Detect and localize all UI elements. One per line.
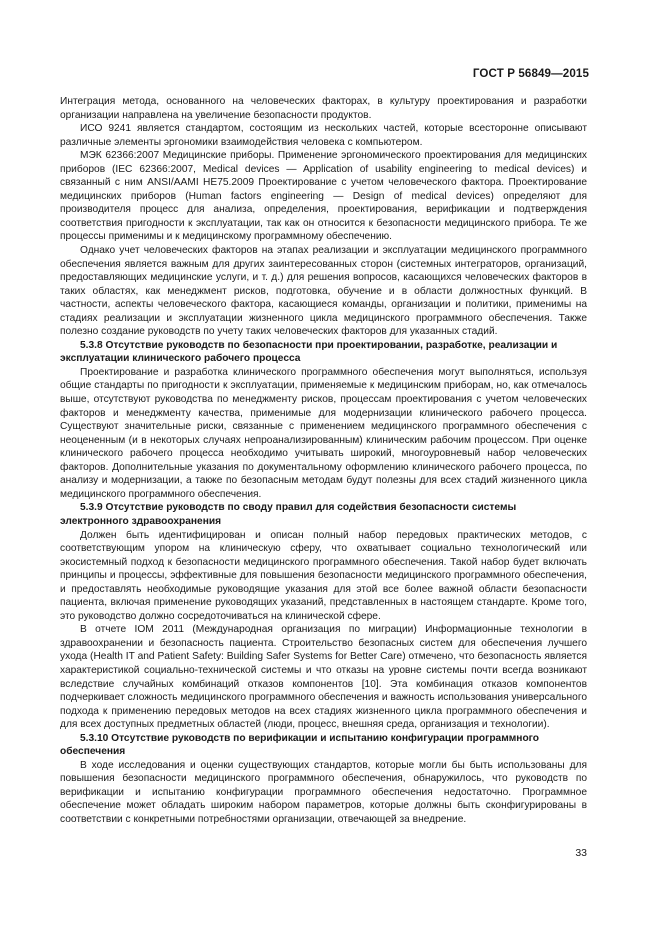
document-header: ГОСТ Р 56849—2015 bbox=[472, 67, 589, 80]
paragraph: Интеграция метода, основанного на человеческих факторах, в культуру проектирования и разработки организации направлена на увеличение безопасности продуктов. bbox=[60, 96, 587, 121]
section-heading: 5.3.8 Отсутствие руководств по безопасности при проектировании, разработке, реализации и эксплуатации клинического рабочего процесса bbox=[60, 339, 558, 365]
page-number: 33 bbox=[575, 847, 587, 859]
page-content bbox=[60, 95, 587, 827]
paragraph: МЭК 62366:2007 Медицинские приборы. Применение эргономического проектирования для медицинских приборов (IEC 62366:2007, Medical devices — Application of usability engineering to medical devices) и связанный с ним ANSI/AAMI HE75.2009 Проектирование с учетом человеческого фактора. Проектирование медицинских приборов (Human factors engineering — Design of medical devices) определяют для производителя процесс для анализа, определения, проектирования, верификации и подтверждения соответствия пригодности к эксплуатации, так как он относится к безопасности медицинского прибора. Те же процессы применимы и к медицинскому программному обеспечению. bbox=[60, 150, 587, 243]
paragraph: Должен быть идентифицирован и описан полный набор передовых практических методов, с соответствующим упором на клиническую сферу, что охватывает социально технологический или экосистемный подход к безопасности медицинского программного обеспечения. Такой набор будет включать принципы и процессы, эффективные для повышения безопасности медицинского программного обеспечения, и предоставлять необходимые руководящие указания для этой все более важной области безопасности пациента, включая применение руководящих указаний, представленных в настоящем стандарте. Кроме того, это руководство должно сосредоточиваться на клинической сфере. bbox=[60, 529, 587, 622]
section-heading: 5.3.10 Отсутствие руководств по верификации и испытанию конфигурации программного обеспечения bbox=[60, 732, 539, 758]
paragraph: Однако учет человеческих факторов на этапах реализации и эксплуатации медицинского программного обеспечения является важным для других заинтересованных сторон (системных интеграторов, организаций, предоставляющих медицинские услуги, и т. д.) для решения вопросов, касающихся человеческих факторов в таких областях, как менеджмент рисков, подготовка, обучение и в области должностных функций. В частности, аспекты человеческого фактора, касающиеся команды, организации и политики, применимы на стадиях реализации и эксплуатации жизненного цикла медицинского программного обеспечения. Также полезно создание руководств по учету таких человеческих факторов для указанных стадий. bbox=[60, 245, 587, 338]
paragraph: В ходе исследования и оценки существующих стандартов, которые могли бы быть использованы для повышения безопасности медицинского программного обеспечения, обнаружилось, что руководств по верификации и испытанию конфигурации программного обеспечения недостаточно. Программное обеспечение может обладать широким набором параметров, которые должны быть сконфигурированы в соответствии с конкретными потребностями организации, отвечающей за внедрение. bbox=[60, 759, 587, 825]
paragraph: В отчете IOM 2011 (Международная организация по миграции) Информационные технологии в здравоохранении и безопасность пациента. Строительство безопасных систем для обеспечения лучшего ухода (Health IT and Patient Safety: Building Safer Systems for Better Care) отмечено, что безопасность является характеристикой социально-технической системы и что отказы на уровне системы почти всегда возникают вследствие случайных комбинаций отказов компонентов [10]. Эта комбинация отказов компонентов подчеркивает сложность медицинского программного обеспечения и важность использования универсального подхода к применению передовых методов на всех стадиях жизненного цикла программного обеспечения и для всех доступных предметных областей (люди, процесс, внешняя среда, организация и технологии). bbox=[60, 624, 587, 731]
section-heading: 5.3.9 Отсутствие руководств по своду правил для содействия безопасности системы электронного здравоохранения bbox=[60, 502, 517, 527]
paragraph: Проектирование и разработка клинического программного обеспечения могут выполняться, используя общие стандарты по пригодности к эксплуатации, применяемые к медицинским приборам, но, как отмечалось выше, отсутствуют руководства по менеджменту рисков, процессам проектирования с учетом человеческих факторов и менеджменту качества, применимые для модернизации клинического рабочего процесса. Существуют значительные риски, связанные с применением медицинского программного обеспечения с неоцененным (и в некоторых случаях непроанализированным) клиническим рабочим процессом. При оценке клинического рабочего процесса необходимо учитывать широкий, многоуровневый набор человеческих факторов. Дополнительные указания по документальному оформлению клинического рабочего процесса, по анализу и модернизации, а также по безопасным методам будут полезны для всех стадий жизненного цикла медицинского программного обеспечения. bbox=[60, 366, 587, 500]
paragraph: ИСО 9241 является стандартом, состоящим из нескольких частей, которые всесторонне описывают различные элементы эргономики взаимодействия человека с компьютером. bbox=[60, 123, 587, 148]
